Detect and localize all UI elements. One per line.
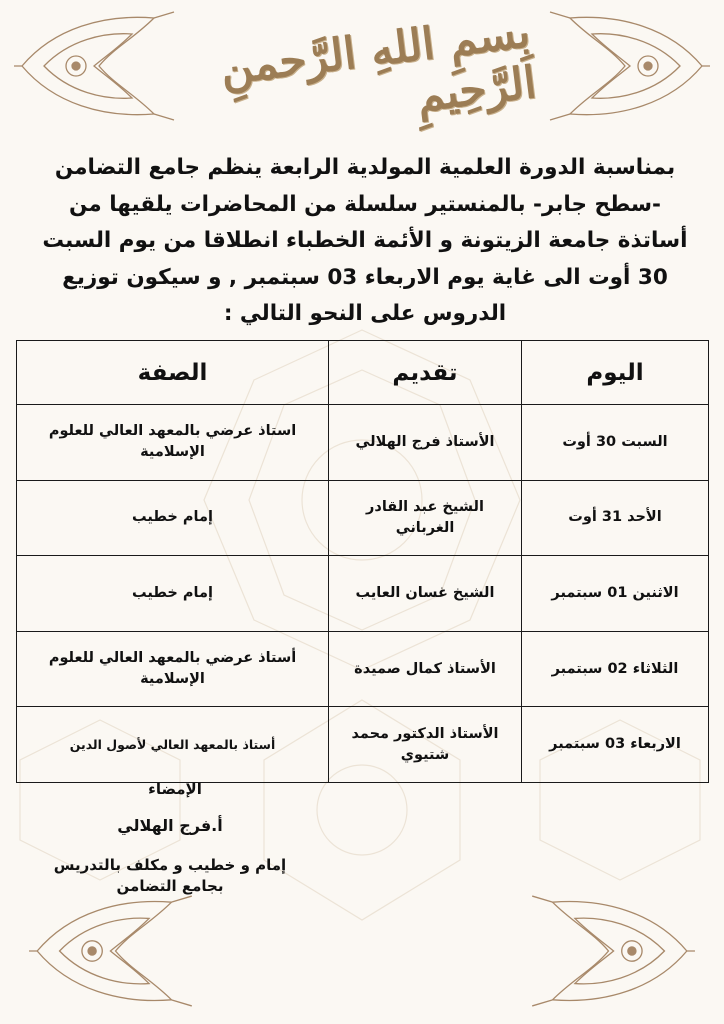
- table-row: [17, 631, 709, 707]
- signatory-role: [20, 855, 320, 897]
- cell-presenter: الأستاذ فرج الهلالي: [329, 405, 522, 481]
- cell-role: أستاذ عرضي بالمعهد العالي للعلوم الإسلامية: [17, 631, 329, 707]
- signature-block: [20, 780, 320, 897]
- intro-line: 30 أوت الى غاية يوم الاربعاء 03 سبتمبر , و سيكون توزيع: [62, 264, 668, 290]
- corner-ornament-top-left: [14, 8, 184, 124]
- signatory-role-line: بجامع التضامن: [116, 877, 224, 895]
- cell-day: السبت 30 أوت: [522, 405, 709, 481]
- table-row: [17, 556, 709, 632]
- intro-line: أساتذة جامعة الزيتونة و الأئمة الخطباء انطلاقا من يوم السبت: [42, 228, 688, 253]
- signatory-name: أ.فرج الهلالي: [117, 816, 223, 835]
- corner-ornament-top-right: [540, 8, 710, 124]
- intro-line: بمناسبة الدورة العلمية المولدية الرابعة ينظم جامع التضامن: [54, 155, 676, 180]
- intro-line: الدروس على النحو التالي :: [223, 301, 507, 326]
- table-row: [17, 707, 709, 783]
- cell-role: أستاذ بالمعهد العالي لأصول الدين: [17, 707, 329, 783]
- header-day: اليوم: [522, 341, 709, 405]
- cell-presenter: الأستاذ كمال صميدة: [329, 631, 522, 707]
- basmala-calligraphy: بِسمِ اللهِ الرَّحمنِ الرَّحِيمِ: [217, 6, 539, 123]
- signatory-role-line: إمام و خطيب و مكلف بالتدريس: [53, 856, 287, 874]
- corner-ornament-bottom-right: [521, 892, 696, 1010]
- cell-day: الاثنين 01 سبتمبر: [522, 556, 709, 632]
- cell-presenter: الشيخ غسان العايب: [329, 556, 522, 632]
- header-presenter: تقديم: [329, 341, 522, 405]
- signature-label: الإمضاء: [148, 780, 202, 798]
- table-row: [17, 480, 709, 556]
- table-row: [17, 405, 709, 481]
- cell-presenter: الأستاذ الدكتور محمد شتيوي: [329, 707, 522, 783]
- cell-role: إمام خطيب: [17, 480, 329, 556]
- cell-day: الأحد 31 أوت: [522, 480, 709, 556]
- cell-presenter: الشيخ عبد القادر الغرباني: [329, 480, 522, 556]
- cell-role: استاذ عرضي بالمعهد العالي للعلوم الإسلامية: [17, 405, 329, 481]
- intro-paragraph: [20, 150, 710, 333]
- schedule-table: [16, 340, 709, 783]
- cell-day: الثلاثاء 02 سبتمبر: [522, 631, 709, 707]
- cell-role: إمام خطيب: [17, 556, 329, 632]
- cell-day: الاربعاء 03 سبتمبر: [522, 707, 709, 783]
- intro-line: -سطح جابر- بالمنستير سلسلة من المحاضرات يلقيها من: [69, 191, 661, 217]
- corner-ornament-bottom-left: [28, 892, 203, 1010]
- header-role: الصفة: [17, 341, 329, 405]
- table-header-row: [17, 341, 709, 405]
